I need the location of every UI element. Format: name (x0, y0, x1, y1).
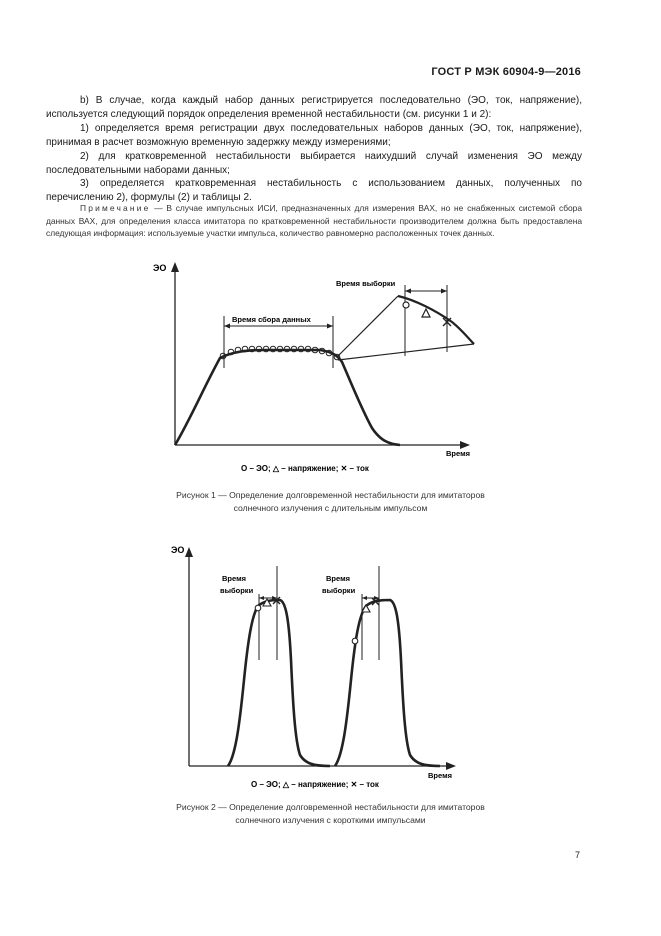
note-text: — В случае импульсных ИСИ, предназначенных для измерения ВАХ, но не снабженных системой сбора данных ВАХ, для определения класса имитатора по кратковременной нестабильности производителем должна быть предоставлена следующая информация: используемые участки импульса, количество равномерно расположенных точек данных. (46, 203, 582, 239)
fig2-x-label: Время (428, 771, 452, 780)
fig2-x-arrow (446, 762, 456, 770)
fig2-sampling2-label-line1: Время (326, 574, 350, 583)
fig2-legend: О – ЭО; △ – напряжение; ✕ – ток (251, 780, 379, 789)
fig2-sampling1-label-line2: выборки (220, 586, 254, 595)
fig2-pulse-1 (228, 600, 330, 766)
fig1-caption-line2: солнечного излучения с длительным импульсом (233, 502, 428, 513)
fig1-collection-label: Время сбора данных (232, 315, 311, 324)
fig2-sampling2-label-line2: выборки (322, 586, 356, 595)
document-header: ГОСТ Р МЭК 60904-9—2016 (431, 66, 581, 78)
list-item-2: 2) для кратковременной нестабильности выбирается наихудший случай изменения ЭО между последовательными наборами данных; (46, 150, 582, 176)
fig1-y-label: ЭО (153, 263, 167, 273)
fig2-y-label: ЭО (171, 545, 185, 555)
figure-2-caption (0, 801, 661, 826)
page-number: 7 (575, 850, 581, 860)
fig2-pulse-2 (335, 600, 440, 766)
fig1-sampling-label: Время выборки (336, 279, 396, 288)
fig2-sampling1-label-line1: Время (222, 574, 246, 583)
list-item-3: 3) определяется кратковременная нестабильность с использованием данных, полученных по перечислению 2), формулы (2) и таблицы 2. (46, 178, 582, 204)
note-label: Примечание (80, 203, 151, 213)
fig2-caption-line2: солнечного излучения с короткими импульсами (235, 814, 426, 825)
fig1-legend: О – ЭО; △ – напряжение; ✕ – ток (241, 464, 369, 473)
paragraph-b: b) В случае, когда каждый набор данных регистрируется последовательно (ЭО, ток, напряжение), используется следующий порядок определения временной нестабильности (см. рисунки 1 и 2): (46, 95, 582, 120)
list-item-1: 1) определяется время регистрации двух последовательных наборов данных (ЭО, ток, напряжение), принимая в расчет возможную временную задержку между измерениями; (46, 122, 582, 148)
fig1-x-label: Время (446, 449, 470, 458)
fig1-caption-line1: Рисунок 1 — Определение долговременной нестабильности для имитаторов (176, 490, 485, 500)
fig2-eo-marker-2 (352, 638, 358, 644)
fig2-caption-line1: Рисунок 2 — Определение долговременной нестабильности для имитаторов (176, 802, 485, 812)
fig2-eo-marker-1 (255, 605, 261, 611)
fig2-y-arrow (185, 547, 193, 557)
